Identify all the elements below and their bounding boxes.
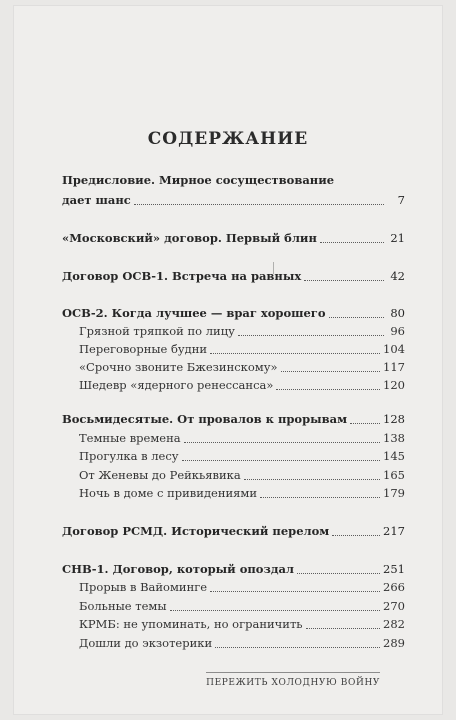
dot-leader	[210, 353, 380, 354]
dot-leader	[238, 335, 384, 336]
toc-subentry	[62, 481, 405, 501]
toc-entry-title: Переговорные будни	[79, 342, 208, 356]
toc-entry	[62, 557, 405, 577]
dot-leader	[297, 573, 380, 574]
toc-entry-title: Прогулка в лесу	[79, 449, 179, 463]
toc-entry-title: Договор ОСВ-1. Встреча на равных	[62, 269, 302, 283]
toc-entry-page: 251	[383, 562, 405, 576]
toc-entry-title: дает шанс	[62, 193, 131, 207]
toc-entry-page: 80	[390, 306, 405, 320]
toc-subentry	[62, 612, 405, 632]
dot-leader	[210, 591, 380, 592]
toc-entry-page: 7	[397, 193, 405, 207]
toc-entry-page: 145	[383, 449, 405, 463]
toc-entry-page: 165	[383, 468, 405, 482]
toc-entry-page: 138	[383, 431, 405, 445]
page-title: СОДЕРЖАНИЕ	[147, 129, 309, 149]
toc-subentry	[62, 319, 405, 339]
toc-entry-title: Грязной тряпкой по лицу	[79, 324, 235, 338]
toc-subentry	[62, 463, 405, 483]
toc-entry-title: «Московский» договор. Первый блин	[62, 231, 317, 245]
toc-entry-title: Ночь в доме с привидениями	[79, 486, 258, 500]
toc-entry-page: 42	[390, 269, 405, 283]
toc-entry	[62, 168, 405, 188]
dot-leader	[182, 460, 380, 461]
dot-leader	[276, 389, 380, 390]
dot-leader	[304, 280, 384, 281]
toc-entry-title: Прорыв в Вайоминге	[79, 580, 208, 594]
toc-entry-page: 289	[383, 636, 405, 650]
dot-leader	[215, 647, 380, 648]
dot-leader	[350, 423, 380, 424]
toc-entry-page: 217	[383, 524, 405, 538]
dot-leader	[260, 497, 380, 498]
toc-entry	[62, 407, 405, 427]
toc-subentry	[62, 337, 405, 357]
toc-entry-title: ОСВ-2. Когда лучшее — враг хорошего	[62, 306, 326, 320]
book-page	[14, 6, 442, 714]
toc-entry	[62, 519, 405, 539]
toc-entry-page: 128	[383, 412, 405, 426]
toc-entry-title: Шедевр «ядерного ренессанса»	[79, 378, 274, 392]
toc-entry-title: Предисловие. Мирное сосуществование	[62, 173, 335, 187]
toc-subentry	[62, 373, 405, 393]
toc-entry-title: Больные темы	[79, 599, 167, 613]
dot-leader	[306, 628, 380, 629]
toc-entry-page: 266	[383, 580, 405, 594]
toc-entry-title: Договор РСМД. Исторический перелом	[62, 524, 330, 538]
toc-subentry	[62, 444, 405, 464]
toc-entry-title: Восьмидесятые. От провалов к прорывам	[62, 412, 348, 426]
toc-entry-title: Темные времена	[79, 431, 181, 445]
toc-entry-page: 179	[383, 486, 405, 500]
dot-leader	[320, 242, 384, 243]
toc-subentry	[62, 355, 405, 375]
dot-leader	[170, 610, 381, 611]
dot-leader	[244, 479, 380, 480]
dot-leader	[281, 371, 381, 372]
toc-subentry	[62, 631, 405, 651]
toc-subentry	[62, 594, 405, 614]
toc-subentry	[62, 426, 405, 446]
toc-entry	[62, 264, 405, 284]
toc-entry-page: 104	[383, 342, 405, 356]
toc-entry	[62, 188, 405, 208]
toc-entry-title: КРМБ: не упоминать, но ограничить	[79, 617, 303, 631]
toc-entry-page: 270	[383, 599, 405, 613]
toc-subentry	[62, 575, 405, 595]
dot-leader	[329, 317, 384, 318]
toc-entry-page: 282	[383, 617, 405, 631]
toc-entry	[62, 301, 405, 321]
toc-entry-title: От Женевы до Рейкьявика	[79, 468, 241, 482]
toc-entry-title: Дошли до экзотерики	[79, 636, 213, 650]
dot-leader	[134, 204, 384, 205]
dot-leader	[184, 442, 380, 443]
toc-entry	[62, 226, 405, 246]
running-footer-title: ПЕРЕЖИТЬ ХОЛОДНУЮ ВОЙНУ	[206, 678, 380, 688]
toc-entry-page: 96	[390, 324, 405, 338]
toc-entry-title: «Срочно звоните Бжезинскому»	[79, 360, 278, 374]
toc-entry-page: 120	[383, 378, 405, 392]
dot-leader	[332, 535, 380, 536]
toc-entry-title: СНВ-1. Договор, который опоздал	[62, 562, 295, 576]
toc-entry-page: 21	[390, 231, 405, 245]
toc-entry-page: 117	[383, 360, 405, 374]
